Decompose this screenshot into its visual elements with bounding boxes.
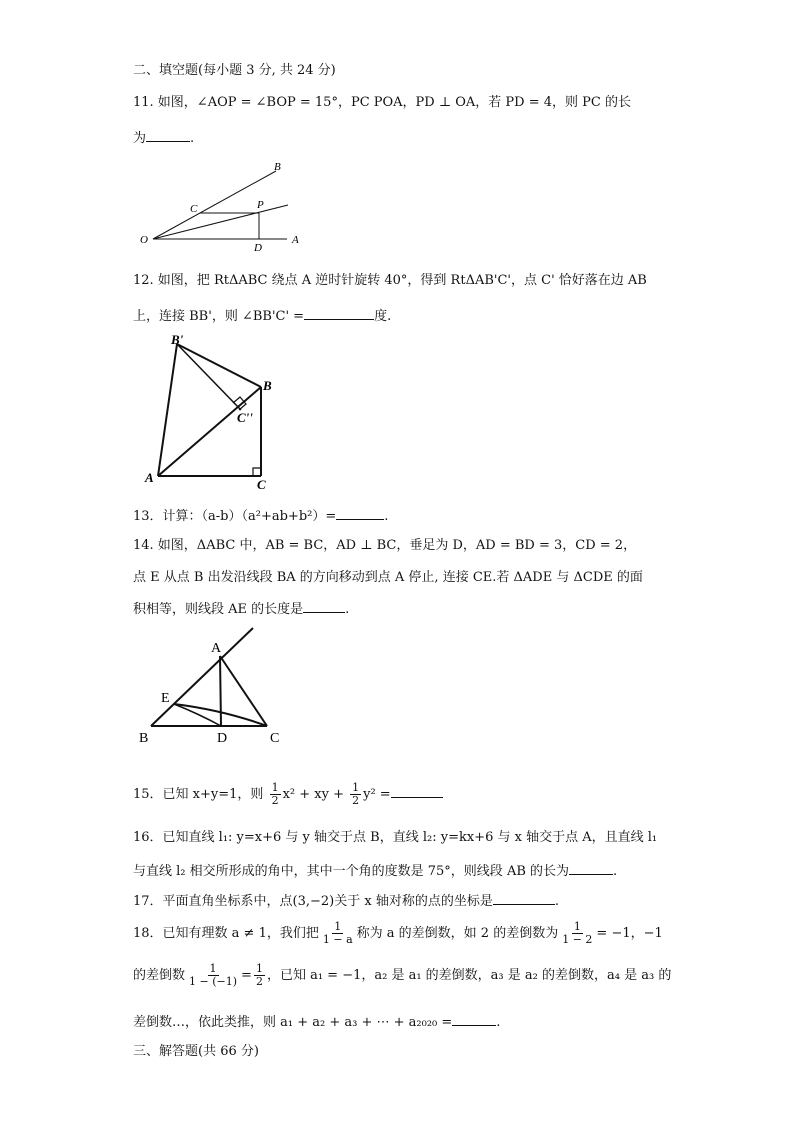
label-p: P bbox=[257, 199, 264, 211]
q13-line bbox=[133, 506, 388, 526]
label-b: B bbox=[139, 731, 149, 746]
label-c-double-prime: C'' bbox=[237, 410, 253, 425]
q18-fraction-1: $\frac{1}{1 - a}$ bbox=[322, 920, 353, 946]
q14-line2: 点 E 从点 B 出发沿线段 BA 的方向移动到点 A 停止, 连接 CE.若 ΔADE 与 ΔCDE 的面 bbox=[133, 570, 643, 585]
q16-prefix: 与直线 l₂ 相交所形成的角中，其中一个角的度数是 75°，则线段 AB 的长为 bbox=[133, 864, 570, 879]
q11-figure bbox=[133, 155, 313, 255]
segment-bb-prime bbox=[177, 344, 261, 387]
q14-suffix: . bbox=[345, 602, 350, 617]
q14-prefix: 积相等，则线段 AE 的长度是 bbox=[133, 602, 304, 617]
q18-line2 bbox=[133, 960, 671, 992]
q18-line2-b: = bbox=[241, 968, 252, 983]
q15-term2: y² = bbox=[363, 787, 391, 802]
q15-fraction-1: $\frac{1}{2}$ bbox=[271, 781, 279, 807]
q17-answer-blank[interactable] bbox=[493, 891, 555, 905]
q11-line1: 11. 如图，∠AOP = ∠BOP = 15°，PC POA，PD ⊥ OA，若 PD = 4，则 PC 的长 bbox=[133, 95, 631, 110]
label-c: C bbox=[257, 477, 266, 492]
q15-line bbox=[133, 782, 443, 808]
q17-prefix: 17．平面直角坐标系中，点(3,−2)关于 x 轴对称的点的坐标是 bbox=[133, 894, 493, 909]
label-o: O bbox=[140, 234, 148, 246]
q18-fraction-2: $\frac{1}{1 - 2}$ bbox=[562, 920, 593, 946]
q18-fraction-3: $\frac{1}{1 - (-1)}$ bbox=[189, 962, 238, 988]
line-ba-extended bbox=[151, 628, 253, 726]
q18-line1-c: = −1，−1 bbox=[596, 926, 663, 941]
q18-line1-b: 称为 a 的差倒数，如 2 的差倒数为 bbox=[356, 926, 559, 941]
q12-suffix: 度. bbox=[374, 309, 392, 324]
q18-prefix: 差倒数…，依此类推，则 a₁ + a₂ + a₃ + ⋯ + a₂₀₂₀ = bbox=[133, 1015, 453, 1030]
label-b: B bbox=[263, 378, 272, 393]
q15-fraction-2: $\frac{1}{2}$ bbox=[352, 781, 360, 807]
q12-figure bbox=[133, 332, 293, 492]
q12-line2 bbox=[133, 306, 391, 326]
q16-line2 bbox=[133, 861, 617, 881]
ray-op bbox=[153, 205, 288, 239]
label-a: A bbox=[145, 470, 154, 485]
label-c: C bbox=[270, 731, 280, 746]
q18-answer-blank[interactable] bbox=[452, 1012, 496, 1026]
q18-line1 bbox=[133, 918, 663, 950]
q13-answer-blank[interactable] bbox=[336, 506, 384, 520]
q12-line1: 12. 如图，把 RtΔABC 绕点 A 逆时针旋转 40°，得到 RtΔAB'C'，点 C' 恰好落在边 AB bbox=[133, 273, 647, 288]
section-2-title: 二、填空题(每小题 3 分, 共 24 分) bbox=[133, 63, 336, 78]
q11-prefix: 为 bbox=[133, 131, 147, 146]
q17-line bbox=[133, 891, 559, 911]
right-angle-mark-c bbox=[253, 468, 261, 476]
label-e: E bbox=[161, 691, 170, 706]
segment-b-prime-c-prime bbox=[177, 344, 241, 410]
q15-prefix: 15．已知 x+y=1，则 bbox=[133, 787, 264, 802]
q13-suffix: . bbox=[384, 509, 389, 524]
q18-line2-a: 的差倒数 bbox=[133, 968, 186, 983]
q14-figure bbox=[133, 622, 293, 752]
q17-suffix: . bbox=[554, 894, 559, 909]
q18-suffix: . bbox=[496, 1015, 501, 1030]
segment-ab-prime bbox=[158, 344, 177, 476]
label-a: A bbox=[211, 641, 222, 656]
q16-suffix: . bbox=[613, 864, 618, 879]
label-d: D bbox=[254, 242, 262, 254]
q15-answer-blank[interactable] bbox=[391, 784, 443, 798]
label-b-prime: B' bbox=[171, 332, 184, 347]
label-c: C bbox=[190, 203, 198, 215]
q16-answer-blank[interactable] bbox=[569, 861, 613, 875]
label-b: B bbox=[274, 161, 281, 173]
q15-term1: x² + xy + bbox=[282, 787, 344, 802]
q18-line2-c: ，已知 a₁ = −1，a₂ 是 a₁ 的差倒数，a₃ 是 a₂ 的差倒数，a₄ 是 a₃ 的 bbox=[266, 968, 672, 983]
q14-line1: 14. 如图，ΔABC 中，AB = BC，AD ⊥ BC，垂足为 D，AD = BD = 3，CD = 2， bbox=[133, 538, 637, 553]
section-3-title: 三、解答题(共 66 分) bbox=[133, 1044, 259, 1059]
q14-line3 bbox=[133, 599, 349, 619]
q11-answer-blank[interactable] bbox=[146, 128, 190, 142]
q13-text: 13．计算：（a-b）（a²+ab+b²）= bbox=[133, 509, 337, 524]
label-d: D bbox=[217, 731, 228, 746]
q16-line1: 16．已知直线 l₁: y=x+6 与 y 轴交于点 B，直线 l₂: y=kx+6 与 x 轴交于点 A，且直线 l₁ bbox=[133, 830, 658, 845]
q12-answer-blank[interactable] bbox=[304, 306, 374, 320]
q18-fraction-4: $\frac{1}{2}$ bbox=[255, 962, 263, 988]
q18-line1-a: 18．已知有理数 a ≠ 1，我们把 bbox=[133, 926, 319, 941]
segment-ab bbox=[158, 387, 261, 476]
segment-ad bbox=[220, 656, 221, 726]
q14-answer-blank[interactable] bbox=[303, 599, 345, 613]
q12-prefix: 上，连接 BB'，则 ∠BB'C' = bbox=[133, 309, 305, 324]
q11-line2 bbox=[133, 128, 194, 148]
q11-suffix: . bbox=[190, 131, 195, 146]
label-a: A bbox=[292, 234, 299, 246]
segment-ac bbox=[220, 656, 267, 726]
q18-line3 bbox=[133, 1012, 500, 1032]
